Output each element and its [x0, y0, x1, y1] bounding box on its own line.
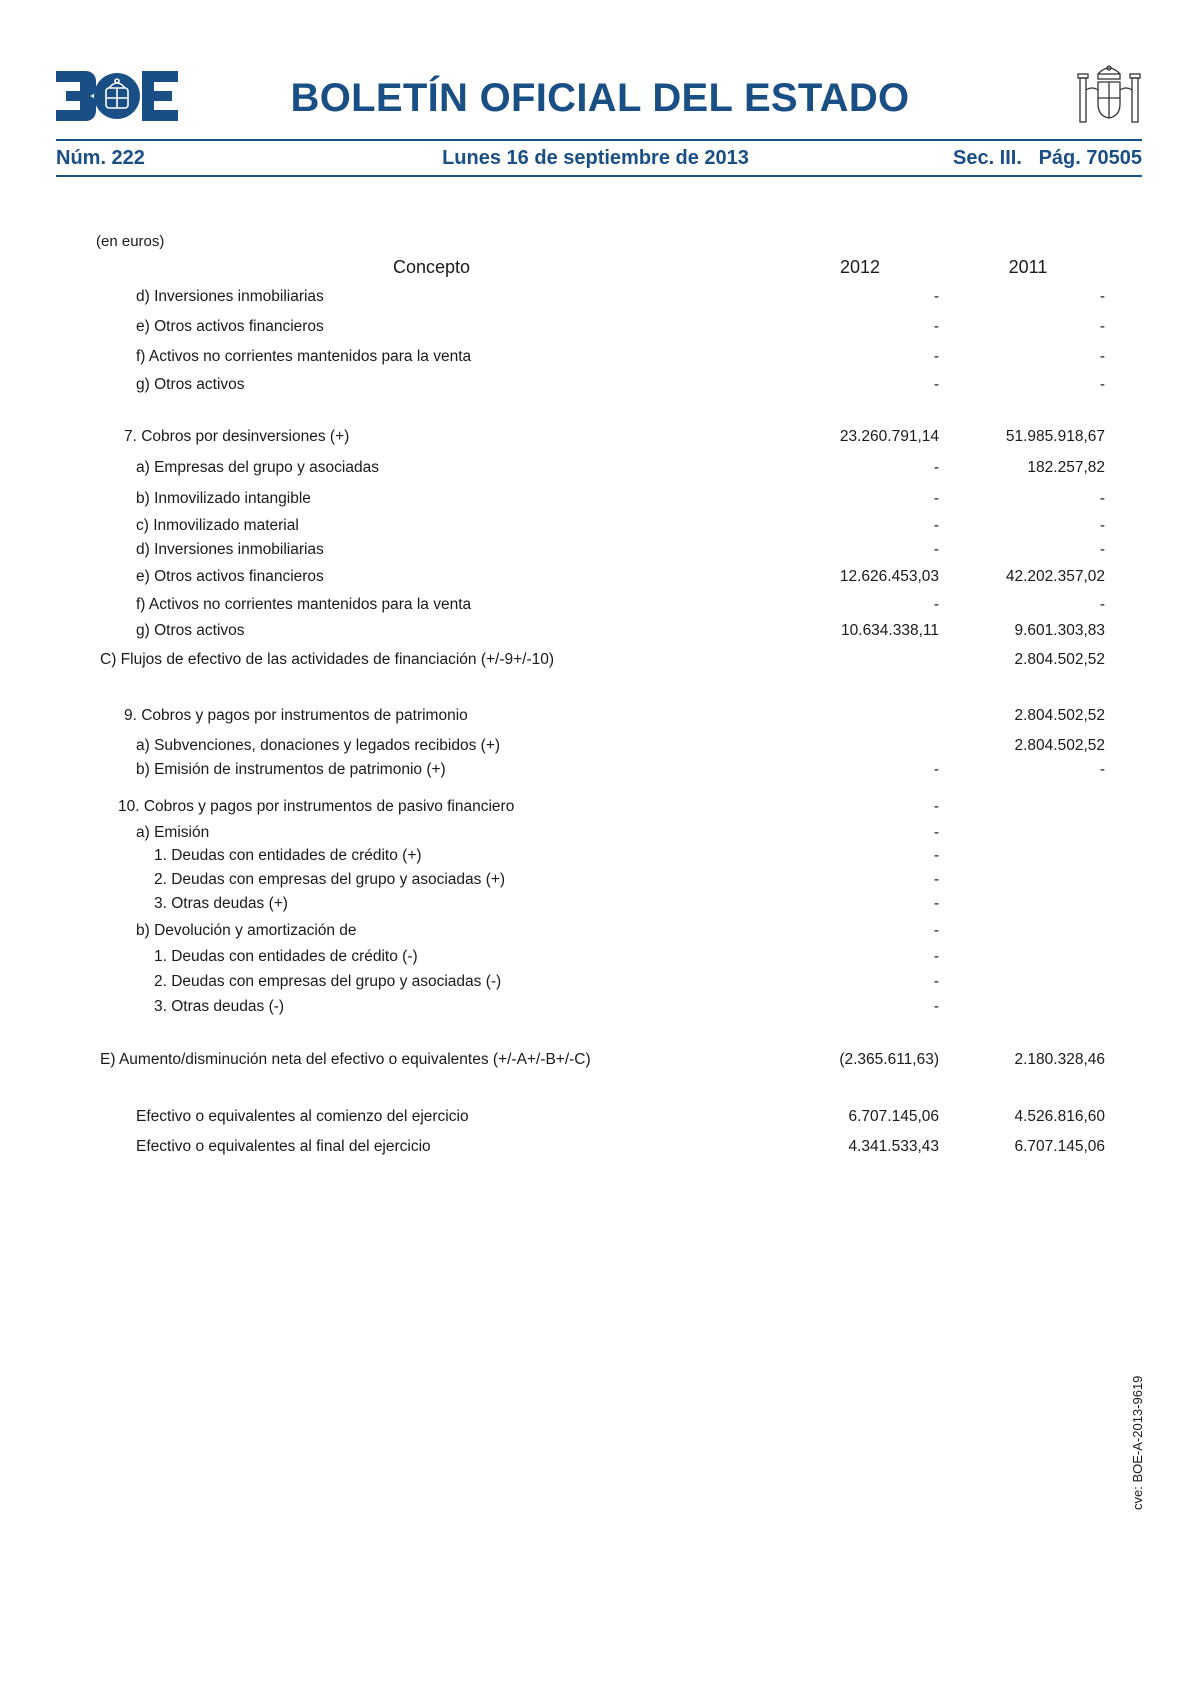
value-2011: 51.985.918,67: [1005, 428, 1105, 445]
row-label: g) Otros activos: [136, 622, 245, 639]
value-2011: 182.257,82: [1027, 459, 1105, 476]
row-label: f) Activos no corrientes mantenidos para la venta: [136, 596, 472, 613]
value-2011: -: [1099, 541, 1105, 558]
value-2012: -: [933, 288, 939, 305]
column-header-2012: 2012: [839, 257, 881, 277]
issue-number: Núm. 222: [56, 147, 145, 169]
table-row: [0, 871, 1191, 893]
table-row: [0, 459, 1191, 481]
row-label: Efectivo o equivalentes al comienzo del ejercicio: [136, 1108, 469, 1125]
value-2012: -: [933, 459, 939, 476]
value-2012: -: [933, 798, 939, 815]
row-label: 10. Cobros y pagos por instrumentos de pasivo financiero: [118, 798, 515, 815]
value-2011: 42.202.357,02: [1005, 568, 1105, 585]
value-2011: -: [1099, 490, 1105, 507]
row-label: a) Subvenciones, donaciones y legados recibidos (+): [136, 737, 501, 754]
table-row: [0, 318, 1191, 340]
row-label: 2. Deudas con empresas del grupo y asociadas (-): [154, 973, 502, 990]
coat-of-arms-icon: [1076, 60, 1142, 128]
table-row: [0, 348, 1191, 370]
row-label: 3. Otras deudas (+): [154, 895, 288, 912]
value-2012: -: [933, 973, 939, 990]
cve-code: cve: BOE-A-2013-9619: [1130, 1375, 1145, 1510]
value-2011: 6.707.145,06: [1014, 1138, 1105, 1155]
value-2011: 2.180.328,46: [1014, 1051, 1105, 1068]
table-row: [0, 1108, 1191, 1130]
header-rule-top: [56, 139, 1142, 141]
table-row: [0, 1138, 1191, 1160]
column-header-2011: 2011: [1008, 257, 1048, 277]
table-row: [0, 737, 1191, 759]
value-2012: -: [933, 922, 939, 939]
issue-date: Lunes 16 de septiembre de 2013: [442, 147, 749, 169]
table-row: [0, 622, 1191, 644]
value-2012: 4.341.533,43: [848, 1138, 939, 1155]
row-label: 7. Cobros por desinversiones (+): [124, 428, 350, 445]
row-label: c) Inmovilizado material: [136, 517, 299, 534]
value-2012: -: [933, 761, 939, 778]
table-row: [0, 847, 1191, 869]
row-label: d) Inversiones inmobiliarias: [136, 541, 324, 558]
row-label: 1. Deudas con entidades de crédito (-): [154, 948, 418, 965]
value-2011: 2.804.502,52: [1014, 707, 1105, 724]
value-2012: -: [933, 517, 939, 534]
value-2012: (2.365.611,63): [839, 1051, 939, 1068]
value-2012: -: [933, 318, 939, 335]
value-2011: -: [1099, 348, 1105, 365]
table-row: [0, 288, 1191, 310]
table-row: [0, 541, 1191, 563]
column-header-concepto: Concepto: [393, 257, 471, 277]
table-row: [0, 707, 1191, 729]
row-label: E) Aumento/disminución neta del efectivo o equivalentes (+/-A+/-B+/-C): [100, 1051, 591, 1068]
table-row: [0, 568, 1191, 590]
value-2012: -: [933, 348, 939, 365]
row-label: b) Devolución y amortización de: [136, 922, 357, 939]
row-label: g) Otros activos: [136, 376, 245, 393]
table-row: [0, 948, 1191, 970]
table-row: [0, 922, 1191, 944]
row-label: a) Emisión: [136, 824, 210, 841]
row-label: a) Empresas del grupo y asociadas: [136, 459, 379, 476]
value-2012: -: [933, 490, 939, 507]
value-2012: 6.707.145,06: [848, 1108, 939, 1125]
table-row: [0, 428, 1191, 450]
row-label: e) Otros activos financieros: [136, 318, 324, 335]
value-2011: 2.804.502,52: [1014, 737, 1105, 754]
value-2012: 10.634.338,11: [841, 622, 939, 639]
table-row: [0, 596, 1191, 618]
row-label: b) Inmovilizado intangible: [136, 490, 311, 507]
value-2011: 4.526.816,60: [1014, 1108, 1105, 1125]
table-row: [0, 1051, 1191, 1073]
row-label: b) Emisión de instrumentos de patrimonio (+): [136, 761, 446, 778]
row-label: 1. Deudas con entidades de crédito (+): [154, 847, 422, 864]
table-row: [0, 798, 1191, 820]
row-label: f) Activos no corrientes mantenidos para la venta: [136, 348, 472, 365]
value-2012: -: [933, 376, 939, 393]
value-2011: -: [1099, 376, 1105, 393]
table-row: [0, 998, 1191, 1020]
value-2012: -: [933, 847, 939, 864]
value-2012: 23.260.791,14: [839, 428, 939, 445]
row-label: 2. Deudas con empresas del grupo y asociadas (+): [154, 871, 506, 888]
value-2012: -: [933, 541, 939, 558]
value-2011: -: [1099, 318, 1105, 335]
value-2011: 9.601.303,83: [1014, 622, 1105, 639]
row-label: Efectivo o equivalentes al final del ejercicio: [136, 1138, 431, 1155]
table-row: [0, 895, 1191, 917]
row-label: d) Inversiones inmobiliarias: [136, 288, 324, 305]
page-title: BOLETÍN OFICIAL DEL ESTADO: [290, 76, 910, 120]
table-row: [0, 517, 1191, 539]
table-row: [0, 973, 1191, 995]
value-2012: -: [933, 895, 939, 912]
value-2011: -: [1099, 761, 1105, 778]
value-2011: -: [1099, 517, 1105, 534]
value-2011: -: [1099, 596, 1105, 613]
row-label: e) Otros activos financieros: [136, 568, 324, 585]
row-label: 3. Otras deudas (-): [154, 998, 285, 1015]
value-2012: -: [933, 824, 939, 841]
value-2011: -: [1099, 288, 1105, 305]
value-2011: 2.804.502,52: [1014, 651, 1105, 668]
value-2012: -: [933, 948, 939, 965]
table-row: [0, 490, 1191, 512]
table-row: [0, 651, 1191, 673]
value-2012: -: [933, 871, 939, 888]
row-label: C) Flujos de efectivo de las actividades de financiación (+/-9+/-10): [100, 651, 555, 668]
units-note: (en euros): [96, 233, 165, 250]
table-row: [0, 761, 1191, 783]
table-row: [0, 376, 1191, 398]
boe-logo-icon: [56, 71, 178, 121]
table-row: [0, 824, 1191, 846]
header-rule-bottom: [56, 175, 1142, 177]
row-label: 9. Cobros y pagos por instrumentos de patrimonio: [124, 707, 468, 724]
value-2012: 12.626.453,03: [839, 568, 939, 585]
value-2012: -: [933, 998, 939, 1015]
value-2012: -: [933, 596, 939, 613]
section-page: Sec. III. Pág. 70505: [952, 147, 1142, 169]
